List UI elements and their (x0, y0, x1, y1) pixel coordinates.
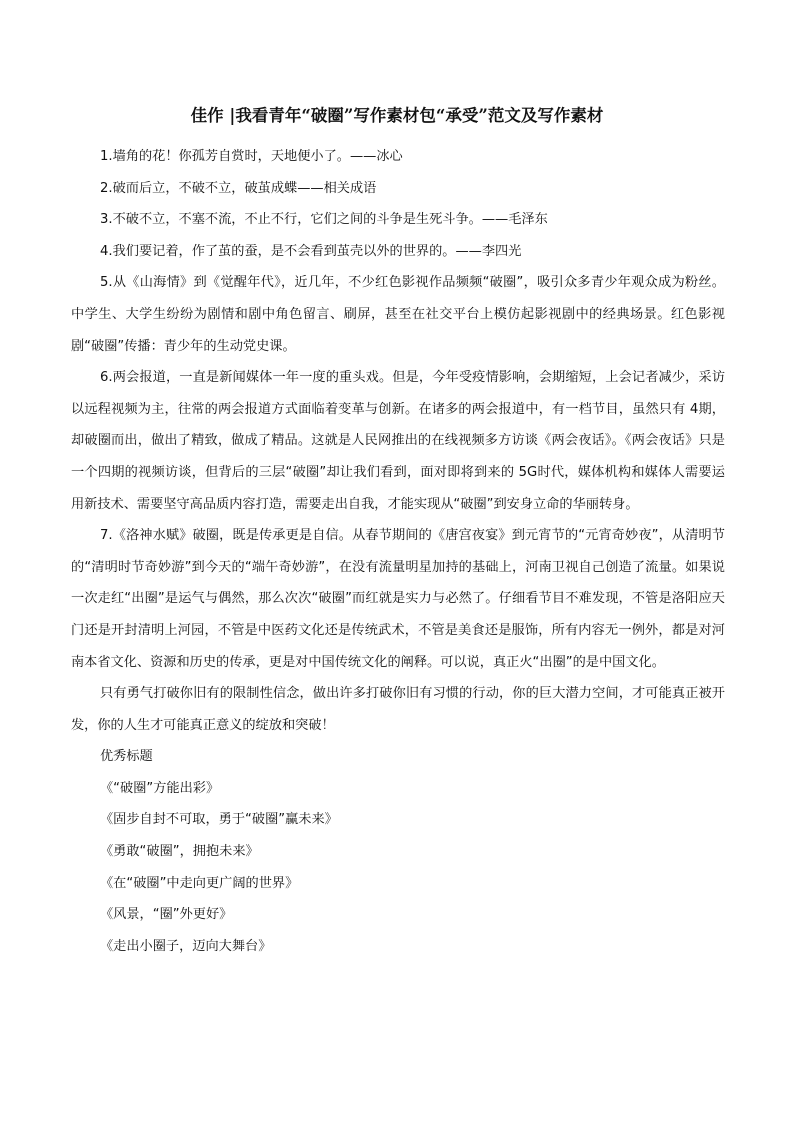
title-item: 《固步自封不可取，勇于“破圈”赢未来》 (100, 812, 338, 828)
title-item: 《走出小圈子，迈向大舞台》 (100, 938, 272, 954)
quote-3: 3.不破不立，不塞不流，不止不行，它们之间的斗争是生死斗争。——毛泽东 (100, 212, 548, 228)
titles-heading: 优秀标题 (100, 749, 153, 765)
quote-2: 2.破而后立，不破不立，破茧成蝶——相关成语 (100, 180, 377, 196)
paragraph-7: 7.《洛神水赋》破圈，既是传承更是自信。从春节期间的《唐宫夜宴》到元宵节的“元宵奇妙夜”，从清明节的“清明时节奇妙游”到今天的“端午奇妙游”，在没有流量明星加持的基础上，河南卫视自己创造了流量。如果说一次走红“出圈”是运气与偶然，那么次次“破圈”而红就是实力与必然了。仔细看节目不难发现，不管是洛阳应天门还是开封清明上河园，不管是中医药文化还是传统武术，不管是美食还是服饰，所有内容无一例外，都是对河南本省文化、资源和历史的传承，更是对中国传统文化的阐释。可以说，真正火“出圈”的是中国文化。 (71, 528, 725, 670)
title-item: 《风景，“圈”外更好》 (100, 907, 233, 923)
quote-1: 1.墙角的花！你孤芳自赏时，天地便小了。——冰心 (100, 149, 403, 164)
title-item: 《勇敢“破圈”，拥抱未来》 (100, 844, 259, 860)
paragraph-5: 5.从《山海情》到《觉醒年代》，近几年，不少红色影视作品频频“破圈”，吸引众多青少年观众成为粉丝。中学生、大学生纷纷为剧情和剧中角色留言、刷屏，甚至在社交平台上模仿起影视剧中的经典场景。红色影视剧“破圈”传播：青少年的生动党史课。 (71, 275, 725, 354)
document-body (71, 141, 725, 962)
title-item: 《在“破圈”中走向更广阔的世界》 (100, 875, 299, 891)
quote-4: 4.我们要记着，作了茧的蚕，是不会看到茧壳以外的世界的。——李四光 (100, 243, 522, 259)
paragraph-6: 6.两会报道，一直是新闻媒体一年一度的重头戏。但是，今年受疫情影响，会期缩短，上会记者减少，采访以远程视频为主，往常的两会报道方式面临着变革与创新。在诸多的两会报道中，有一档节目，虽然只有 4期，却破圈而出，做出了精致，做成了精品。这就是人民网推出的在线视频多方访谈《两会夜话》。《两会夜话》只是一个四期的视频访谈，但背后的三层“破圈”却让我们看到，面对即将到来的 5G时代，媒体机构和媒体人需要运用新技术、需要坚守高品质内容打造，需要走出自我，才能实现从“破圈”到安身立命的华丽转身。 (71, 370, 725, 512)
paragraph-8: 只有勇气打破你旧有的限制性信念，做出许多打破你旧有习惯的行动，你的巨大潜力空间，才可能真正被开发，你的人生才可能真正意义的绽放和突破！ (71, 686, 725, 733)
title-item: 《“破圈”方能出彩》 (100, 780, 220, 796)
document-title: 佳作 |我看青年“破圈”写作素材包“承受”范文及写作素材 (190, 106, 604, 125)
